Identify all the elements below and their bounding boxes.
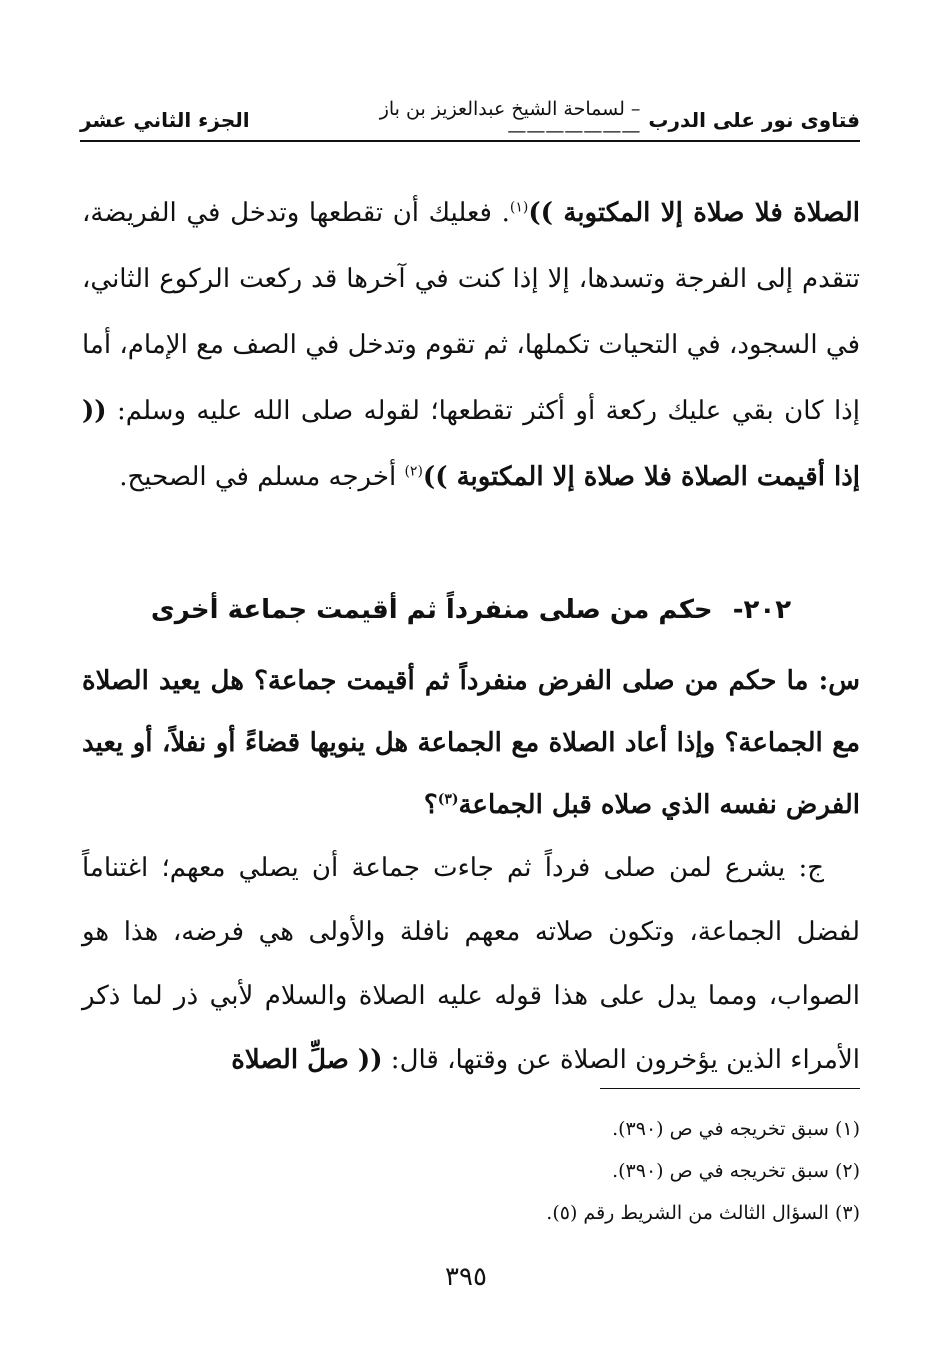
footnote-1: (١) سبق تخريجه في ص (٣٩٠). (612, 1118, 860, 1140)
footnote-ref-1[interactable]: (١) (509, 199, 529, 216)
question-paragraph (82, 650, 860, 836)
running-header (80, 100, 860, 142)
section-heading (82, 580, 860, 640)
paragraph-end: أخرجه مسلم في الصحيح. (119, 462, 405, 492)
volume-part: الجزء الثاني عشر (80, 108, 250, 132)
answer-body (82, 836, 860, 1092)
footnote-3: (٣) السؤال الثالث من الشريط رقم (٥). (546, 1202, 860, 1224)
footnote-divider (600, 1088, 860, 1089)
hadith-quote: (( إذا أقيمت الصلاة فلا صلاة إلا المكتوبة )) (82, 396, 860, 492)
answer-quote-start: (( صلِّ الصلاة (231, 1045, 383, 1075)
footnotes (82, 1108, 860, 1234)
section-number: ٢٠٢- (732, 595, 792, 625)
footnote-ref-3[interactable]: (٣) (437, 791, 459, 808)
author-name: – لسماحة الشيخ عبدالعزيز بن باز ——————— (379, 98, 641, 142)
question-text: س: ما حكم من صلى الفرض منفرداً ثم أقيمت جماعة؟ هل يعيد الصلاة مع الجماعة؟ وإذا أعاد الصلاة مع الجماعة هل ينويها قضاءً أو نفلاً، أو يعيد الفرض نفسه الذي صلاه قبل الجماعة (82, 666, 860, 820)
bold-phrase: الصلاة فلا صلاة إلا المكتوبة )) (528, 198, 861, 228)
paragraph-text: . فعليك أن تقطعها وتدخل في الفريضة، تتقدم إلى الفرجة وتسدها، إلا إذا كنت في آخرها قد ركعت الركوع الثاني، في السجود، في التحيات تكملها، ثم تقوم وتدخل في الصف مع الإمام، أما إذا كان بقي عليك ركعة أو أكثر تقطعها؛ لقوله صلى الله عليه وسلم: (82, 198, 860, 426)
paragraph-continuation (82, 180, 860, 510)
section-title: حكم من صلى منفرداً ثم أقيمت جماعة أخرى (150, 595, 713, 625)
page-number: ٣٩٥ (445, 1262, 487, 1292)
answer-paragraph (82, 836, 860, 1092)
footnote-2: (٢) سبق تخريجه في ص (٣٩٠). (612, 1160, 860, 1182)
book-title: فتاوى نور على الدرب (648, 108, 860, 132)
question-mark: ؟ (423, 790, 438, 820)
answer-text: ج: يشرع لمن صلى فرداً ثم جاءت جماعة أن يصلي معهم؛ اغتناماً لفضل الجماعة، وتكون صلاته معهم نافلة والأولى هي فرضه، هذا هو الصواب، ومما يدل على هذا قوله عليه الصلاة والسلام لأبي ذر لما ذكر الأمراء الذين يؤخرون الصلاة عن وقتها، قال: (82, 853, 860, 1075)
footnote-ref-2[interactable]: (٢) (404, 463, 423, 480)
